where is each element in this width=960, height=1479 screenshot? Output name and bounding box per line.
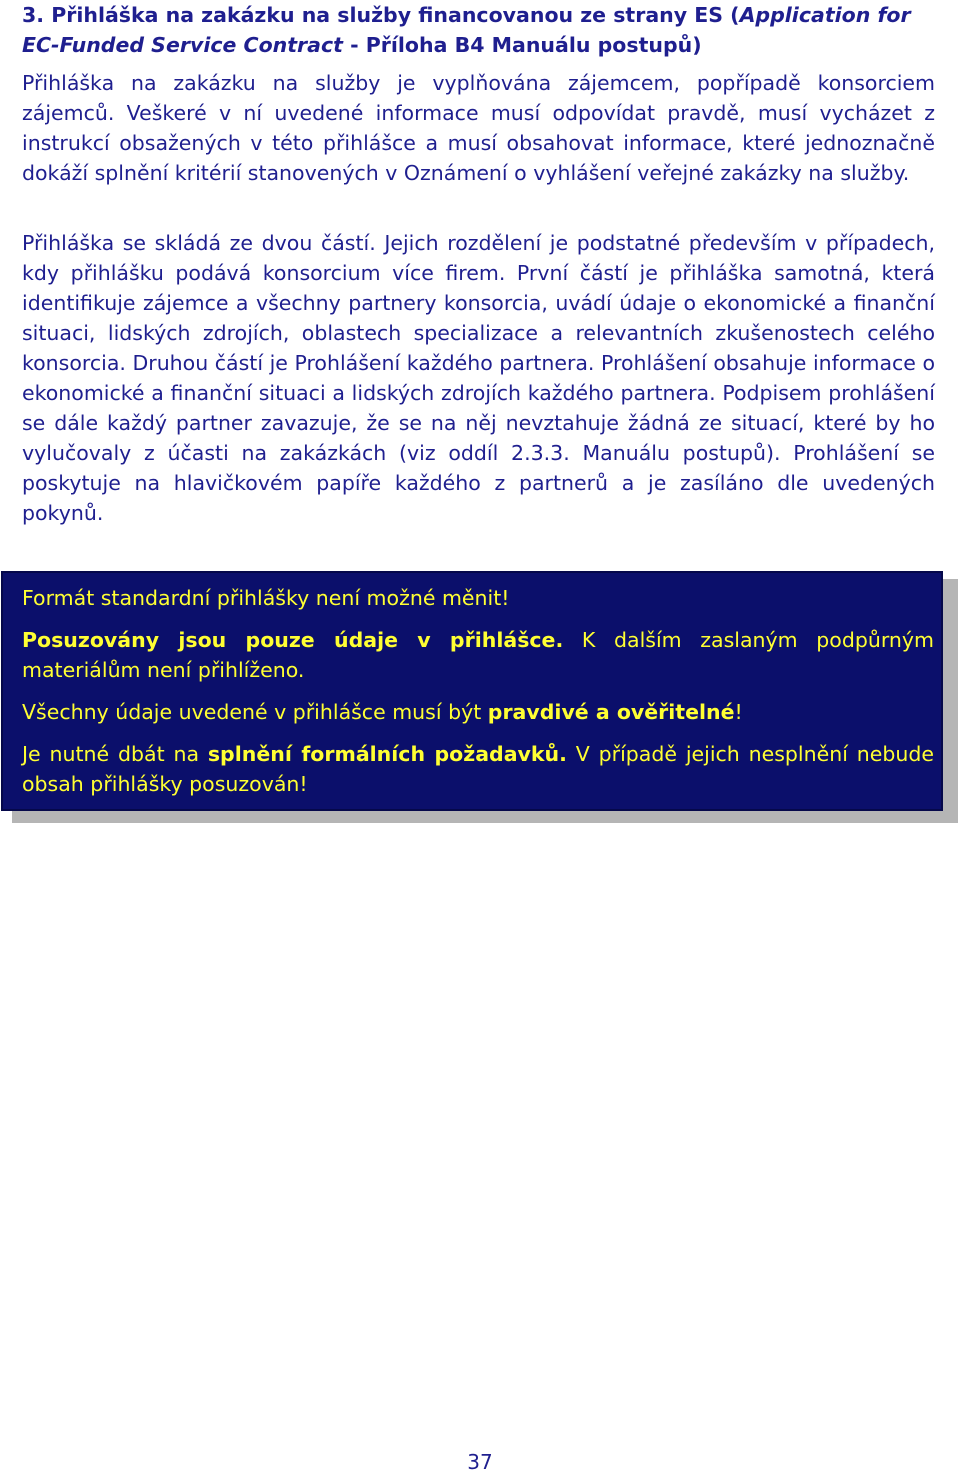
notice-evaluation-bold: Posuzovány jsou pouze údaje v přihlášce.: [22, 628, 564, 652]
notice-truthfulness-end: !: [734, 700, 743, 724]
notice-formal-bold: splnění formálních požadavků.: [207, 742, 567, 766]
section-heading: [22, 0, 937, 60]
notice-formal-start: Je nutné dbát na: [22, 742, 208, 766]
notice-truthfulness: [22, 697, 934, 727]
paragraph-structure: Přihláška se skládá ze dvou částí. Jejich rozdělení je podstatné především v případech, kdy přihlášku podává konsorcium více firem. První částí je přihláška samotná, která identifikuje zájemce a všechny partnery konsorcia, uvádí údaje o ekonomické a finanční situaci, lidských zdrojích, oblastech specializace a relevantních zkušenostech celého konsorcia. Druhou částí je Prohlášení každého partnera. Prohlášení obsahuje informace o ekonomické a finanční situaci a lidských zdrojích každého partnera. Podpisem prohlášení se dále každý partner zavazuje, že se na něj nevztahuje žádná ze situací, které by ho vylučovaly z účasti na zakázkách (viz oddíl 2.3.3. Manuálu postupů). Prohlášení se poskytuje na hlavičkovém papíře každého z partnerů a je zasíláno dle uvedených pokynů.: [22, 231, 935, 525]
notice-truthfulness-start: Všechny údaje uvedené v přihlášce musí být: [22, 700, 488, 724]
heading-title: 3. Přihláška na zakázku na služby financovanou ze strany ES: [22, 3, 724, 27]
notice-evaluation-rest: K dalším zaslaným podpůrným materiálům není přihlíženo.: [22, 628, 935, 682]
notice-formal-requirements: [22, 739, 934, 799]
notice-truthfulness-bold: pravdivé a ověřitelné: [487, 700, 735, 724]
page-number: 37: [467, 1450, 493, 1474]
heading-paren-open: (: [723, 3, 740, 27]
notice-evaluation-note: [22, 625, 934, 685]
heading-suffix: - Příloha B4 Manuálu postupů): [342, 33, 702, 57]
notice-box: [1, 571, 943, 811]
notice-formal-rest: V případě jejich nesplnění nebude obsah přihlášky posuzován!: [22, 742, 934, 796]
notice-format-warning: Formát standardní přihlášky není možné měnit!: [22, 586, 510, 610]
paragraph-intro: Přihláška na zakázku na služby je vyplňována zájemcem, popřípadě konsorciem zájemců. Veškeré v ní uvedené informace musí odpovídat pravdě, musí vycházet z instrukcí obsažených v této přihlášce a musí obsahovat informace, které jednoznačně dokáží splnění kritérií stanovených v Oznámení o vyhlášení veřejné zakázky na služby.: [22, 71, 935, 185]
heading-english-title: Application for EC-Funded Service Contract: [22, 3, 911, 57]
